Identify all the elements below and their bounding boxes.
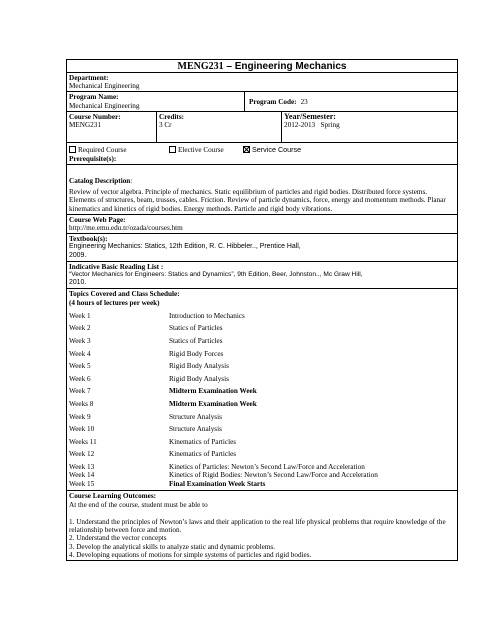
outcome-item: 3. Develop the analytical skills to analyze static and dynamic problems. xyxy=(69,542,275,551)
service-course-label: Service Course xyxy=(252,144,302,154)
web-page-label: Course Web Page: xyxy=(69,215,126,224)
credits-cell xyxy=(157,112,282,142)
department-row xyxy=(67,73,457,92)
program-code-label: Program Code: xyxy=(249,97,297,106)
required-course-label: Required Course xyxy=(78,145,127,154)
schedule-row-item xyxy=(69,324,455,337)
reading-line-1: “Vector Mechanics for Engineers: Statics and Dynamics”, 9th Edition, Beer, Johnston.., Mc Graw Hill, xyxy=(69,271,363,279)
outcomes-row xyxy=(67,491,457,559)
schedule-topic: Structure Analysis xyxy=(169,425,222,434)
topics-subtitle: (4 hours of lectures per week) xyxy=(69,298,160,307)
program-name-value: Mechanical Engineering xyxy=(69,101,140,110)
outcomes-label: Course Learning Outcomes: xyxy=(69,492,157,501)
textbook-line-1: Engineering Mechanics: Statics, 12th Edition, R. C. Hibbeler.., Prentice Hall, xyxy=(69,243,301,251)
schedule-week: Week 15 xyxy=(69,479,95,488)
schedule-row-item xyxy=(69,387,455,400)
outcome-item: 2. Understand the vector concepts xyxy=(69,534,167,543)
web-page-row xyxy=(67,215,457,234)
elective-course-checkbox[interactable] xyxy=(169,146,176,153)
schedule-row-item xyxy=(69,471,455,480)
textbook-line-2: 2009. xyxy=(69,251,87,259)
schedule-row xyxy=(67,289,457,491)
schedule-row-item xyxy=(69,312,455,325)
schedule-week: Weeks 8 xyxy=(69,400,94,409)
schedule-week: Week 1 xyxy=(69,311,91,320)
schedule-topic: Kinetics of Particles: Newton’s Second Law/Force and Acceleration xyxy=(169,462,365,471)
outcome-item: 4. Developing equations of motions for simple systems of particles and rigid bodies. xyxy=(69,550,312,559)
schedule-row-item xyxy=(69,438,455,451)
schedule-table xyxy=(67,308,457,491)
textbook-row xyxy=(67,234,457,262)
web-page-link[interactable]: http://me.emu.edu.tr/ozada/courses.htm xyxy=(69,224,183,233)
schedule-week: Weeks 11 xyxy=(69,437,97,446)
program-code-cell xyxy=(245,92,457,110)
schedule-row-item xyxy=(69,463,455,472)
program-name-label: Program Name: xyxy=(69,93,119,102)
department-label: Department: xyxy=(69,74,109,82)
course-type-row xyxy=(67,143,457,165)
reading-label: Indicative Basic Reading List : xyxy=(69,262,164,271)
schedule-week: Week 14 xyxy=(69,471,95,480)
course-title-code: MENG231 xyxy=(177,61,224,72)
schedule-topic: Kinematics of Particles xyxy=(169,450,237,459)
required-course-checkbox[interactable] xyxy=(69,146,76,153)
schedule-row-item xyxy=(69,425,455,438)
course-number-row xyxy=(67,112,457,143)
schedule-topic: Kinematics of Particles xyxy=(169,437,237,446)
schedule-topic: Introduction to Mechanics xyxy=(169,311,245,320)
prerequisites-label: Prerequisite(s): xyxy=(69,155,117,164)
schedule-topic: Statics of Particles xyxy=(169,337,223,346)
course-title xyxy=(67,60,457,73)
schedule-topic: Final Examination Week Starts xyxy=(169,479,266,488)
reading-row xyxy=(67,262,457,290)
schedule-topic: Structure Analysis xyxy=(169,412,222,421)
schedule-row-item xyxy=(69,413,455,426)
topics-label: Topics Covered and Class Schedule: xyxy=(69,290,180,299)
required-course-option[interactable] xyxy=(69,146,169,154)
service-course-checkbox[interactable] xyxy=(243,146,250,153)
semester-value: Spring xyxy=(320,121,340,130)
schedule-row-item xyxy=(69,400,455,413)
schedule-topic: Rigid Body Forces xyxy=(169,349,224,358)
elective-course-option[interactable] xyxy=(169,146,243,154)
schedule-topic: Statics of Particles xyxy=(169,324,223,333)
schedule-topic: Midterm Examination Week xyxy=(169,387,257,396)
course-title-name: Engineering Mechanics xyxy=(234,61,347,72)
course-title-separator: – xyxy=(223,61,235,72)
course-number-cell xyxy=(67,112,157,142)
outcomes-list xyxy=(69,518,455,559)
reading-line-2: 2010. xyxy=(69,279,87,287)
course-number-value: MENG231 xyxy=(69,121,101,130)
schedule-week: Week 2 xyxy=(69,324,91,333)
year-value: 2012-2013 xyxy=(284,121,316,130)
schedule-row-item xyxy=(69,337,455,350)
schedule-row-item xyxy=(69,375,455,388)
schedule-topic: Rigid Body Analysis xyxy=(169,362,229,371)
schedule-week: Week 3 xyxy=(69,337,91,346)
department-value: Mechanical Engineering xyxy=(69,82,140,91)
year-semester-label: Year/Semester: xyxy=(284,111,336,121)
program-code-value: 23 xyxy=(300,97,308,106)
schedule-topic: Rigid Body Analysis xyxy=(169,374,229,383)
schedule-week: Week 10 xyxy=(69,425,95,434)
schedule-week: Week 7 xyxy=(69,387,91,396)
year-semester-cell xyxy=(282,112,457,142)
elective-course-label: Elective Course xyxy=(178,145,224,154)
catalog-text: Review of vector algebra. Principle of mechanics. Static equilibrium of particles and rigid bodies. Distributed force systems. Elements of structures, beam, trusses, cables. Friction. Review of particle dynamics, force, energy and momentum methods. Planar kinematics and kinetics of rigid bodies. Energy methods. Particle and rigid body vibrations. xyxy=(69,188,446,213)
schedule-week: Week 13 xyxy=(69,462,95,471)
credits-label: Credits: xyxy=(159,112,185,121)
course-syllabus-form xyxy=(66,59,458,561)
credits-value: 3 Cr xyxy=(159,121,172,130)
schedule-row-item xyxy=(69,450,455,463)
schedule-topic: Kinetics of Rigid Bodies: Newton’s Second Law/Force and Acceleration xyxy=(169,471,378,480)
schedule-topic: Midterm Examination Week xyxy=(169,400,257,409)
course-number-label: Course Number: xyxy=(69,112,121,121)
schedule-week: Week 4 xyxy=(69,349,91,358)
schedule-row-item xyxy=(69,350,455,363)
outcomes-intro: At the end of the course, student must be able to xyxy=(69,500,208,509)
schedule-week: Week 9 xyxy=(69,412,91,421)
schedule-row-item xyxy=(69,480,455,489)
catalog-row: Catalog Description: Review of vector algebra. Principle of mechanics. Static equilibrium of particles and rigid bodies. Distributed force systems. Elements of structures, beam, trusses, cables. Friction. Review of particle dynamics, force, energy and momentum methods. Planar kinematics and kinetics of rigid bodies. Energy methods. Particle and rigid body vibrations. xyxy=(67,165,457,215)
outcome-item: 1. Understand the principles of Newton’s laws and their application to the real life physical problems that require knowledge of the relationship between force and motion. xyxy=(69,517,446,535)
program-name-cell xyxy=(67,92,245,110)
schedule-row-item xyxy=(69,362,455,375)
schedule-week: Week 12 xyxy=(69,450,95,459)
schedule-week: Week 5 xyxy=(69,362,91,371)
textbook-label: Textbook(s): xyxy=(69,235,108,244)
catalog-label: Catalog Description xyxy=(69,177,131,186)
service-course-option[interactable] xyxy=(243,146,301,154)
schedule-week: Week 6 xyxy=(69,374,91,383)
program-row xyxy=(67,92,457,111)
